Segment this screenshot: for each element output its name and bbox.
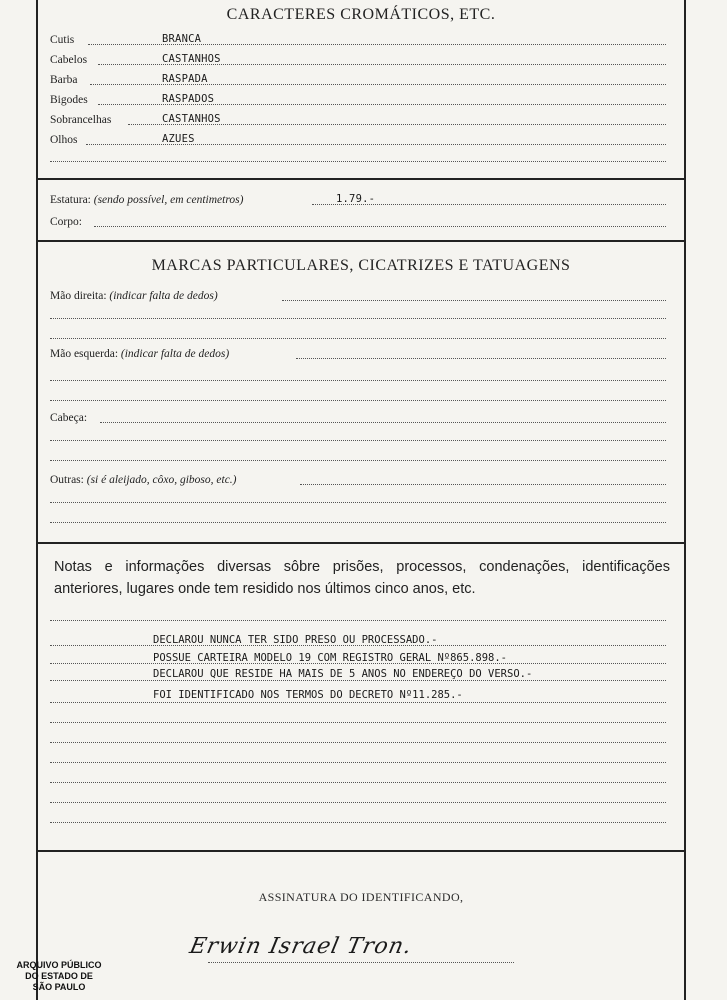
row-cabeca	[50, 408, 666, 426]
section-divider	[36, 178, 686, 180]
corpo-label: Corpo:	[50, 216, 82, 228]
blank-line	[50, 742, 666, 743]
dotted-line	[300, 484, 666, 485]
dotted-line	[100, 422, 666, 423]
outras-label-text: Outras:	[50, 474, 84, 486]
marcas-title: MARCAS PARTICULARES, CICATRIZES E TATUAGENS	[151, 257, 571, 274]
blank-line	[50, 460, 666, 461]
row-outras	[50, 470, 666, 488]
blank-line	[50, 440, 666, 441]
olhos-value: AZUES	[162, 133, 195, 145]
section-divider	[36, 240, 686, 242]
blank-line	[50, 620, 666, 621]
blank-line	[50, 702, 666, 703]
handwritten-signature: Erwin Israel Tron.	[187, 934, 415, 959]
notas-line-2: POSSUE CARTEIRA MODELO 19 COM REGISTRO GERAL Nº865.898.-	[153, 652, 508, 664]
notas-heading: Notas e informações diversas sôbre prisões, processos, condenações, identificações anteriores, lugares onde tem residido nos últimos cinco anos, etc.	[54, 559, 670, 597]
mao-direita-hint: (indicar falta de dedos)	[109, 290, 218, 302]
cabeca-label: Cabeça:	[50, 412, 88, 424]
mao-esquerda-label-text: Mão esquerda:	[50, 348, 119, 360]
blank-line	[50, 502, 666, 503]
estatura-label-text: Estatura:	[50, 194, 91, 206]
row-barba	[50, 70, 666, 88]
section-divider	[36, 850, 686, 852]
row-estatura	[50, 190, 666, 208]
estatura-label	[50, 194, 243, 206]
cutis-value: BRANCA	[162, 33, 202, 45]
dotted-line	[94, 226, 666, 227]
blank-line	[50, 161, 666, 162]
notas-line-1: DECLAROU NUNCA TER SIDO PRESO OU PROCESSADO.-	[153, 634, 438, 646]
identification-card-back	[36, 0, 686, 1000]
row-olhos	[50, 130, 666, 148]
mao-esquerda-hint: (indicar falta de dedos)	[120, 348, 230, 360]
signature-line	[208, 962, 514, 963]
estatura-hint: (sendo possível, em centimetros)	[93, 194, 244, 206]
assinatura-label: ASSINATURA DO IDENTIFICANDO,	[258, 890, 464, 904]
blank-line	[50, 782, 666, 783]
blank-line	[50, 762, 666, 763]
outras-hint: (si é aleijado, côxo, giboso, etc.)	[86, 474, 237, 486]
blank-line	[50, 522, 666, 523]
row-sobrancelhas	[50, 110, 666, 128]
dotted-line	[282, 300, 666, 301]
bigodes-label: Bigodes	[50, 94, 88, 106]
row-mao-esquerda	[50, 344, 666, 362]
blank-line	[50, 680, 666, 681]
row-corpo	[50, 212, 666, 230]
sobrancelhas-label: Sobrancelhas	[50, 114, 112, 126]
row-bigodes	[50, 90, 666, 108]
blank-line	[50, 802, 666, 803]
cabelos-value: CASTANHOS	[162, 53, 221, 65]
row-mao-direita	[50, 286, 666, 304]
row-cabelos	[50, 50, 666, 68]
mao-direita-label	[50, 290, 218, 302]
archive-stamp	[4, 960, 114, 993]
blank-line	[50, 380, 666, 381]
barba-value: RASPADA	[162, 73, 208, 85]
sobrancelhas-value: CASTANHOS	[162, 113, 221, 125]
bigodes-value: RASPADOS	[162, 93, 215, 105]
cutis-label: Cutis	[50, 34, 75, 46]
cabelos-label: Cabelos	[50, 54, 88, 66]
mao-esquerda-label	[50, 348, 229, 360]
barba-label: Barba	[50, 74, 78, 86]
notas-line-4: FOI IDENTIFICADO NOS TERMOS DO DECRETO Nº11.285.-	[153, 689, 463, 701]
mao-direita-label-text: Mão direita:	[50, 290, 107, 302]
blank-line	[50, 663, 666, 664]
caracteres-title: CARACTERES CROMÁTICOS, ETC.	[226, 6, 496, 23]
stamp-line-3: SÃO PAULO	[32, 982, 86, 992]
blank-line	[50, 400, 666, 401]
section-divider	[36, 542, 686, 544]
blank-line	[50, 338, 666, 339]
stamp-line-2: DO ESTADO DE	[25, 971, 93, 981]
row-cutis	[50, 30, 666, 48]
blank-line	[50, 318, 666, 319]
notas-line-3: DECLAROU QUE RESIDE HA MAIS DE 5 ANOS NO ENDEREÇO DO VERSO.-	[153, 668, 533, 680]
olhos-label: Olhos	[50, 134, 78, 146]
dotted-line	[296, 358, 666, 359]
outras-label	[50, 474, 237, 486]
blank-line	[50, 645, 666, 646]
blank-line	[50, 822, 666, 823]
estatura-value: 1.79.-	[336, 193, 376, 205]
blank-line	[50, 722, 666, 723]
stamp-line-1: ARQUIVO PÚBLICO	[16, 960, 102, 970]
